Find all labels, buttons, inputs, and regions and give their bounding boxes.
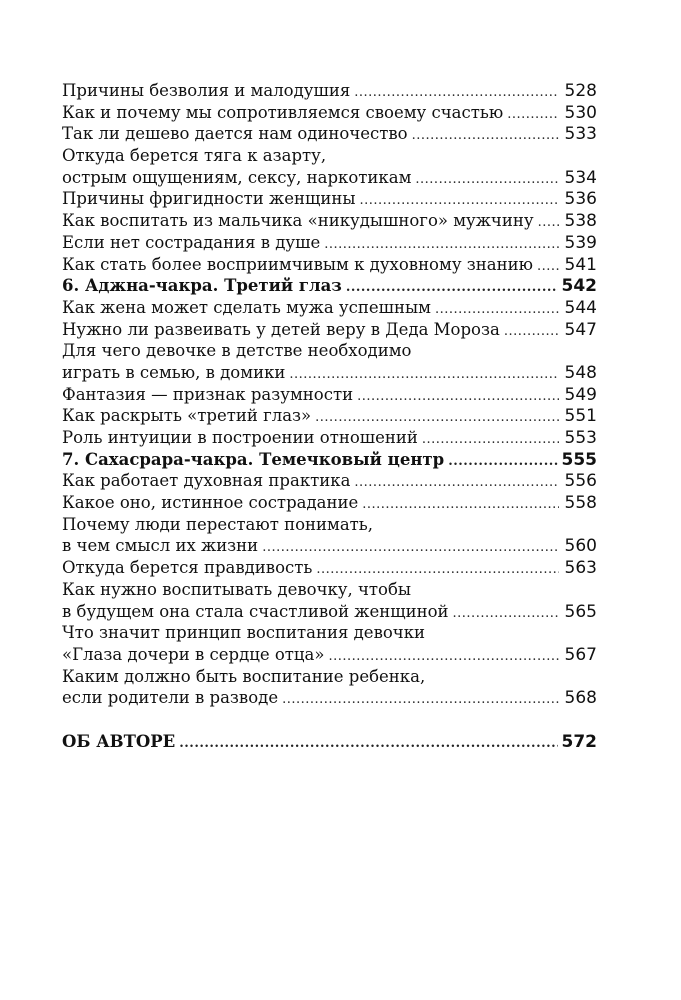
dot-leader: [357, 386, 559, 408]
toc-page-number: 534: [564, 167, 597, 188]
toc-entry-title: играть в семью, в домики: [62, 362, 286, 382]
about-author-entry: [62, 731, 597, 753]
toc-line: [62, 167, 597, 189]
toc-page-number: 536: [564, 189, 597, 210]
toc-line: [62, 601, 597, 623]
toc-line: [62, 666, 597, 688]
dot-leader: [448, 451, 557, 473]
toc-line: [62, 145, 597, 167]
toc-entry-title: Фантазия — признак разумности: [62, 384, 354, 404]
toc-entries: [62, 80, 597, 709]
toc-page-number: 538: [564, 211, 597, 232]
toc-entry-title: «Глаза дочери в сердце отца»: [62, 644, 325, 664]
section-gap: [62, 709, 597, 731]
toc-entry[interactable]: [62, 123, 597, 145]
toc-page-number: 568: [564, 688, 597, 709]
toc-entry-title: Нужно ли развеивать у детей веру в Деда Мороза: [62, 319, 500, 339]
toc-line: [62, 362, 597, 384]
dot-leader: [262, 537, 559, 559]
toc-entry-title: Как жена может сделать мужа успешным: [62, 297, 431, 317]
toc-entry[interactable]: [62, 297, 597, 319]
toc-entry[interactable]: [62, 102, 597, 124]
toc-entry[interactable]: [62, 449, 597, 471]
toc-line: [62, 427, 597, 449]
toc-line: [62, 405, 597, 427]
dot-leader: [362, 494, 559, 516]
toc-page-number: 530: [564, 102, 597, 123]
toc-entry[interactable]: [62, 427, 597, 449]
toc-entry-title: Если нет сострадания в душе: [62, 232, 321, 252]
dot-leader: [346, 277, 558, 299]
dot-leader: [354, 82, 559, 104]
toc-entry[interactable]: [62, 470, 597, 492]
toc-page-number: 563: [564, 558, 597, 579]
toc-line: [62, 102, 597, 124]
toc-page-number: 567: [564, 644, 597, 665]
dot-leader: [328, 646, 559, 668]
dot-leader: [453, 603, 559, 625]
dot-leader: [504, 321, 559, 343]
toc-entry[interactable]: [62, 254, 597, 276]
toc-entry[interactable]: [62, 80, 597, 102]
toc-entry[interactable]: [62, 275, 597, 297]
toc-line: [62, 622, 597, 644]
toc-entry-title: Почему люди перестают понимать,: [62, 514, 374, 534]
toc-entry[interactable]: [62, 210, 597, 232]
toc-page-number: 541: [564, 254, 597, 275]
toc-line: [62, 188, 597, 210]
dot-leader: [354, 472, 559, 494]
toc-entry-title: Как воспитать из мальчика «никудышного» мужчину: [62, 211, 534, 231]
dot-leader: [422, 429, 559, 451]
toc-entry-title: Роль интуиции в построении отношений: [62, 428, 418, 447]
toc-line: [62, 514, 597, 536]
toc-line: [62, 80, 597, 102]
toc-entry-title: 7. Сахасрара-чакра. Темечковый центр: [62, 449, 445, 469]
toc-entry-title: Что значит принцип воспитания девочки: [62, 623, 426, 643]
dot-leader: [415, 169, 559, 191]
toc-entry[interactable]: [62, 145, 597, 188]
toc-line: [62, 123, 597, 145]
toc-line: [62, 492, 597, 514]
toc-entry-title: 6. Аджна-чакра. Третий глаз: [62, 276, 342, 296]
toc-entry[interactable]: [62, 514, 597, 557]
toc-line: [62, 340, 597, 362]
toc-page-number: 558: [564, 493, 597, 514]
toc-line: [62, 319, 597, 341]
toc-entry[interactable]: [62, 405, 597, 427]
toc-entry-title: Для чего девочке в детстве необходимо: [62, 341, 412, 361]
toc-entry[interactable]: [62, 622, 597, 665]
toc-page-number: 542: [561, 276, 597, 297]
toc-entry[interactable]: [62, 188, 597, 210]
toc-page-number: 547: [564, 319, 597, 340]
toc-line: [62, 470, 597, 492]
dot-leader: [359, 190, 559, 212]
dot-leader: [179, 733, 557, 755]
toc-page-number: 565: [564, 601, 597, 622]
toc-entry-title: Откуда берется тяга к азарту,: [62, 146, 327, 166]
toc-entry-title: Как и почему мы сопротивляемся своему счастью: [62, 102, 504, 122]
toc-entry-title: Как стать более восприимчивым к духовному знанию: [62, 254, 533, 274]
dot-leader: [282, 689, 559, 711]
dot-leader: [316, 559, 559, 581]
toc-entry-title: ОБ АВТОРЕ: [62, 731, 176, 751]
dot-leader: [324, 234, 559, 256]
toc-entry-title: Как нужно воспитывать девочку, чтобы: [62, 579, 412, 599]
toc-entry-title: Каким должно быть воспитание ребенка,: [62, 666, 426, 686]
toc-line: [62, 384, 597, 406]
dot-leader: [435, 299, 559, 321]
toc-line: [62, 254, 597, 276]
toc-line: [62, 644, 597, 666]
dot-leader: [315, 407, 559, 429]
toc-line: [62, 687, 597, 709]
toc-entry[interactable]: [62, 666, 597, 709]
toc-page-number: 551: [564, 406, 597, 427]
toc-page-number: 572: [561, 731, 597, 752]
toc-page-number: 553: [564, 428, 597, 448]
dot-leader: [507, 104, 559, 126]
toc-page-number: 533: [564, 124, 597, 145]
dot-leader: [537, 256, 559, 278]
toc-line: [62, 210, 597, 232]
dot-leader: [538, 212, 559, 234]
toc-entry[interactable]: [62, 384, 597, 406]
toc-entry-title: в чем смысл их жизни: [62, 536, 259, 556]
toc-page-number: 549: [564, 384, 597, 405]
toc-entry[interactable]: [62, 557, 597, 579]
toc-page-number: 548: [564, 362, 597, 383]
dot-leader: [289, 364, 559, 386]
toc-page-number: 539: [564, 232, 597, 253]
toc-entry[interactable]: [62, 232, 597, 254]
toc-entry-title: Причины безволия и малодушия: [62, 81, 351, 100]
toc-line: [62, 535, 597, 557]
toc-line: [62, 731, 597, 753]
toc-page-number: 528: [564, 81, 597, 101]
toc-entry-title: Так ли дешево дается нам одиночество: [62, 124, 408, 144]
toc-page-number: 555: [561, 449, 597, 470]
dot-leader: [412, 125, 559, 147]
toc-entry[interactable]: [62, 579, 597, 622]
toc-entry-title: Как раскрыть «третий глаз»: [62, 406, 312, 426]
toc-entry-title: Как работает духовная практика: [62, 471, 351, 491]
toc-entry-title: Причины фригидности женщины: [62, 189, 356, 209]
toc-line: [62, 449, 597, 471]
toc-line: [62, 579, 597, 601]
toc-page-number: 560: [564, 536, 597, 557]
toc-line: [62, 275, 597, 297]
toc-entry-title: острым ощущениям, сексу, наркотикам: [62, 167, 412, 187]
toc-line: [62, 297, 597, 319]
toc-entry-title: Какое оно, истинное сострадание: [62, 493, 359, 513]
toc-entry-title: Откуда берется правдивость: [62, 558, 313, 578]
toc-entry-title: в будущем она стала счастливой женщиной: [62, 601, 449, 621]
toc-line: [62, 232, 597, 254]
toc-entry[interactable]: [62, 319, 597, 341]
toc-entry-about[interactable]: [62, 731, 597, 753]
toc-page-number: 544: [564, 297, 597, 318]
toc-entry[interactable]: [62, 340, 597, 383]
table-of-contents: [62, 80, 597, 753]
toc-entry[interactable]: [62, 492, 597, 514]
toc-line: [62, 557, 597, 579]
toc-page-number: 556: [564, 471, 597, 492]
toc-entry-title: если родители в разводе: [62, 688, 279, 708]
